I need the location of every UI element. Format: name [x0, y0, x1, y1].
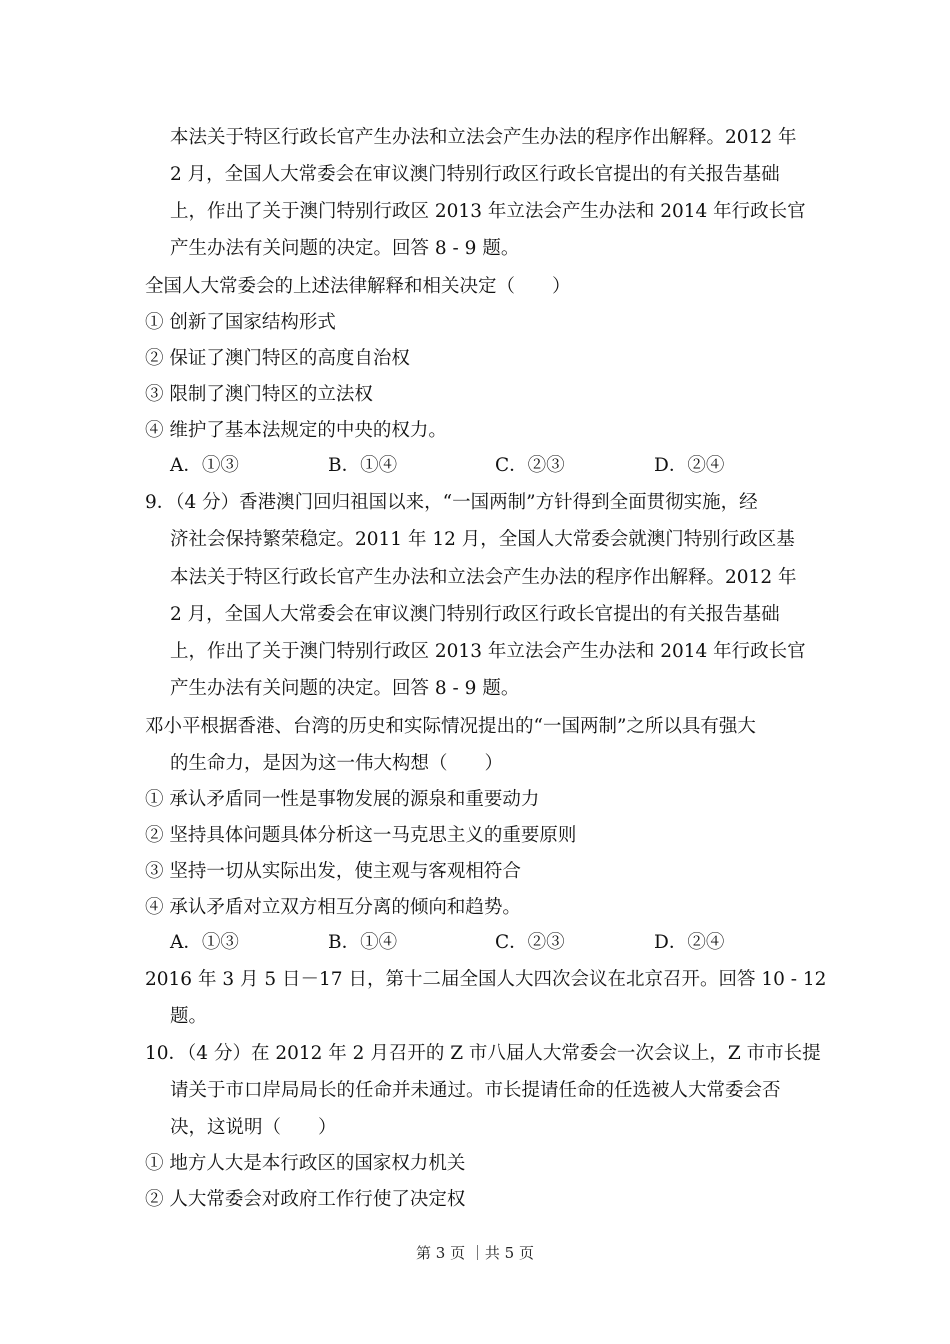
option-d: D．②④	[654, 455, 725, 476]
section-intro: 2016 年 3 月 5 日－17 日，第十二届全国人大四次会议在北京召开。回答 10 - 12	[145, 969, 827, 990]
paragraph-line: 上，作出了关于澳门特别行政区 2013 年立法会产生办法和 2014 年行政长官	[170, 641, 806, 662]
statement-item: ② 人大常委会对政府工作行使了决定权	[145, 1189, 466, 1210]
option-c: C．②③	[495, 455, 565, 476]
option-a: A．①③	[170, 932, 239, 953]
paragraph-line: 请关于市口岸局局长的任命并未通过。市长提请任命的任选被人大常委会否	[170, 1080, 781, 1101]
paragraph-line: 本法关于特区行政长官产生办法和立法会产生办法的程序作出解释。2012 年	[170, 567, 797, 588]
paragraph-line: 决，这说明（ ）	[170, 1117, 337, 1138]
option-d: D．②④	[654, 932, 725, 953]
question-stem: 全国人大常委会的上述法律解释和相关决定（ ）	[145, 276, 571, 297]
question-10-header: 10．（4 分）在 2012 年 2 月召开的 Z 市八届人大常委会一次会议上，Z 市市长提	[145, 1043, 821, 1064]
paragraph-line: 2 月，全国人大常委会在审议澳门特别行政区行政长官提出的有关报告基础	[170, 164, 780, 185]
section-intro: 题。	[170, 1006, 208, 1027]
statement-item: ④ 维护了基本法规定的中央的权力。	[145, 420, 447, 441]
page-footer: 第 3 页 ｜共 5 页	[416, 1244, 534, 1262]
option-b: B．①④	[328, 455, 398, 476]
option-c: C．②③	[495, 932, 565, 953]
paragraph-line: 济社会保持繁荣稳定。2011 年 12 月，全国人大常委会就澳门特别行政区基	[170, 529, 795, 550]
option-b: B．①④	[328, 932, 398, 953]
paragraph-line: 2 月，全国人大常委会在审议澳门特别行政区行政长官提出的有关报告基础	[170, 604, 780, 625]
question-9-header: 9．（4 分）香港澳门回归祖国以来，“一国两制”方针得到全面贯彻实施，经	[145, 492, 758, 513]
paragraph-line: 上，作出了关于澳门特别行政区 2013 年立法会产生办法和 2014 年行政长官	[170, 201, 806, 222]
statement-item: ① 承认矛盾同一性是事物发展的源泉和重要动力	[145, 789, 540, 810]
statement-item: ① 地方人大是本行政区的国家权力机关	[145, 1153, 466, 1174]
statement-item: ④ 承认矛盾对立双方相互分离的倾向和趋势。	[145, 897, 521, 918]
statement-item: ② 保证了澳门特区的高度自治权	[145, 348, 410, 369]
statement-item: ③ 坚持一切从实际出发，使主观与客观相符合	[145, 861, 521, 882]
paragraph-line: 产生办法有关问题的决定。回答 8 - 9 题。	[170, 238, 520, 259]
paragraph-line: 产生办法有关问题的决定。回答 8 - 9 题。	[170, 678, 520, 699]
question-stem: 的生命力，是因为这一伟大构想（ ）	[170, 753, 504, 774]
option-a: A．①③	[170, 455, 239, 476]
statement-item: ③ 限制了澳门特区的立法权	[145, 384, 373, 405]
statement-item: ① 创新了国家结构形式	[145, 312, 336, 333]
question-stem: 邓小平根据香港、台湾的历史和实际情况提出的“一国两制”之所以具有强大	[145, 716, 756, 737]
paragraph-line: 本法关于特区行政长官产生办法和立法会产生办法的程序作出解释。2012 年	[170, 127, 797, 148]
statement-item: ② 坚持具体问题具体分析这一马克思主义的重要原则	[145, 825, 577, 846]
